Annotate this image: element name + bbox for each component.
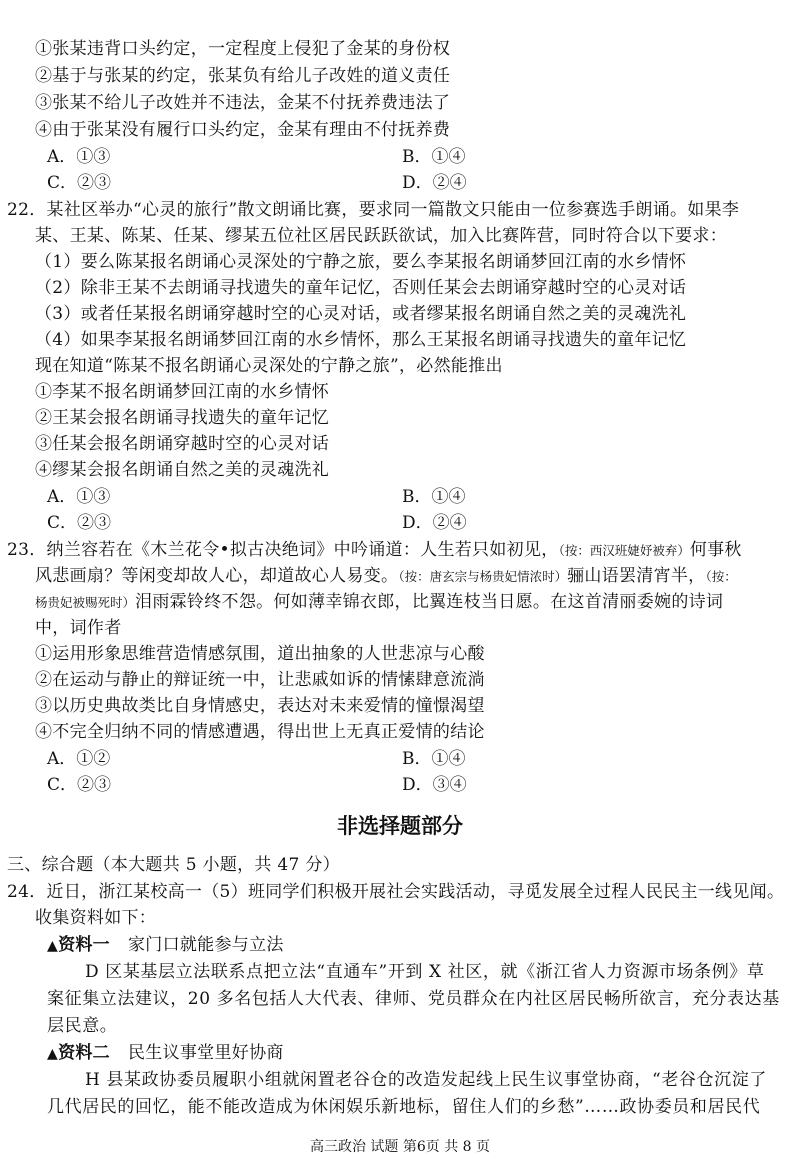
- q23-line-2: [35, 564, 737, 589]
- q22-statement-4: ④缪某会报名朗诵自然之美的灵魂洗礼: [35, 460, 330, 480]
- q21-statement-2: ②基于与张某的约定，张某负有给儿子改姓的道义责任: [35, 66, 451, 86]
- q23-annotation-3-end: 杨贵妃被赐死时）: [35, 595, 136, 610]
- page-footer: 高三政治 试题 第6页 共 8 页: [309, 1139, 491, 1155]
- q21-statement-1: ①张某违背口头约定，一定程度上侵犯了金某的身份权: [35, 39, 451, 59]
- triangle-marker-icon: ▲: [47, 1046, 59, 1062]
- q23-line-1-tail: 何事秋: [689, 540, 742, 560]
- q22-condition-4: （4）如果李某报名朗诵梦回江南的水乡情怀，那么王某报名朗诵寻找遗失的童年记忆: [35, 330, 687, 350]
- section-heading: 非选择题部分: [337, 814, 463, 838]
- material-1-body-line-3: 层民意。: [47, 1016, 118, 1036]
- material-1-body-line-1: D 区某基层立法联系点把立法“直通车”开到 X 社区，就《浙江省人力资源市场条例》草: [85, 962, 765, 982]
- material-2-title: 资料二: [58, 1043, 110, 1063]
- q23-annotation-2: （按：唐玄宗与杨贵妃情浓时）: [398, 569, 568, 584]
- q21-statement-3: ③张某不给儿子改姓并不违法，金某不付抚养费违法了: [35, 93, 451, 113]
- q22-statement-2: ②王某会报名朗诵寻找遗失的童年记忆: [35, 408, 330, 428]
- material-1-body-line-2: 案征集立法建议，20 多名包括人大代表、律师、党员群众在内社区居民畅所欲言，充分表达基: [47, 989, 780, 1009]
- q21-option-d: D．②④: [402, 173, 467, 193]
- q22-stem-line-1: 22．某社区举办“心灵的旅行”散文朗诵比赛，要求同一篇散文只能由一位参赛选手朗诵。如果李: [7, 200, 740, 220]
- q23-line-4: 中，词作者: [35, 618, 122, 638]
- q22-condition-2: （2）除非王某不去朗诵寻找遗失的童年记忆，否则任某会去朗诵穿越时空的心灵对话: [35, 278, 687, 298]
- q22-option-a: A．①③: [47, 487, 111, 507]
- q24-stem-line-2: 收集资料如下：: [35, 908, 157, 928]
- material-1-header: [47, 933, 284, 958]
- q23-line-3-text: 泪雨霖铃终不怨。何如薄幸锦衣郎，比翼连枝当日愿。在这首清丽委婉的诗词: [135, 592, 724, 612]
- q22-stem-line-2: 某、王某、陈某、任某、缪某五位社区居民跃跃欲试，加入比赛阵营，同时符合以下要求：: [35, 226, 727, 246]
- q23-line-2-tail: 骊山语罢清宵半，: [567, 566, 706, 586]
- q23-statement-4: ④不完全归纳不同的情感遭遇，得出世上无真正爱情的结论: [35, 722, 485, 742]
- q22-option-b: B．①④: [402, 487, 466, 507]
- triangle-marker-icon: ▲: [47, 938, 59, 954]
- q23-line-3: [35, 590, 723, 615]
- q23-line-1: [7, 538, 742, 563]
- material-2-subtitle: 民生议事堂里好协商: [127, 1043, 284, 1063]
- q22-option-d: D．②④: [402, 513, 467, 533]
- q23-option-a: A．①②: [47, 749, 111, 769]
- q23-statement-2: ②在运动与静止的辩证统一中，让悲戚如诉的情愫肆意流淌: [35, 670, 485, 690]
- material-2-body-line-1: H 县某政协委员履职小组就闲置老谷仓的改造发起线上民生议事堂协商，“老谷仓沉淀了: [85, 1070, 767, 1090]
- q22-statement-1: ①李某不报名朗诵梦回江南的水乡情怀: [35, 382, 330, 402]
- q23-statement-1: ①运用形象思维营造情感氛围，道出抽象的人世悲凉与心酸: [35, 644, 485, 664]
- q21-statement-4: ④由于张某没有履行口头约定，金某有理由不付抚养费: [35, 120, 451, 140]
- q23-option-c: C．②③: [47, 775, 112, 795]
- q22-option-c: C．②③: [47, 513, 112, 533]
- q23-annotation-1: （按：西汉班婕妤被弃）: [558, 543, 690, 558]
- material-2-body-line-2: 几代居民的回忆，能不能改造成为休闲娱乐新地标，留住人们的乡愁”……政协委员和居民代: [47, 1097, 761, 1117]
- q23-option-d: D．③④: [402, 775, 467, 795]
- q22-condition-1: （1）要么陈某报名朗诵心灵深处的宁静之旅，要么李某报名朗诵梦回江南的水乡情怀: [35, 252, 687, 272]
- q22-statement-3: ③任某会报名朗诵穿越时空的心灵对话: [35, 434, 330, 454]
- q21-option-a: A．①③: [47, 147, 111, 167]
- q22-premise: 现在知道“陈某不报名朗诵心灵深处的宁静之旅”，必然能推出: [35, 356, 503, 376]
- q21-option-c: C．②③: [47, 173, 112, 193]
- material-1-subtitle: 家门口就能参与立法: [127, 935, 284, 955]
- q23-line-1-text: 23．纳兰容若在《木兰花令•拟古决绝词》中吟诵道：人生若只如初见，: [7, 540, 559, 560]
- q23-line-2-text: 风悲画扇？等闲变却故人心，却道故心人易变。: [35, 566, 399, 586]
- material-1-title: 资料一: [58, 935, 110, 955]
- q21-option-b: B．①④: [402, 147, 466, 167]
- section-subheading: 三、综合题（本大题共 5 小题，共 47 分）: [7, 855, 340, 875]
- q22-condition-3: （3）或者任某报名朗诵穿越时空的心灵对话，或者缪某报名朗诵自然之美的灵魂洗礼: [35, 304, 687, 324]
- material-2-header: [47, 1041, 284, 1066]
- q24-stem-line-1: 24．近日，浙江某校高一（5）班同学们积极开展社会实践活动，寻觅发展全过程人民民主一线见闻。: [7, 882, 785, 902]
- q23-statement-3: ③以历史典故类比自身情感史，表达对未来爱情的憧憬渴望: [35, 696, 485, 716]
- q23-option-b: B．①④: [402, 749, 466, 769]
- q23-annotation-3-start: （按：: [705, 569, 737, 584]
